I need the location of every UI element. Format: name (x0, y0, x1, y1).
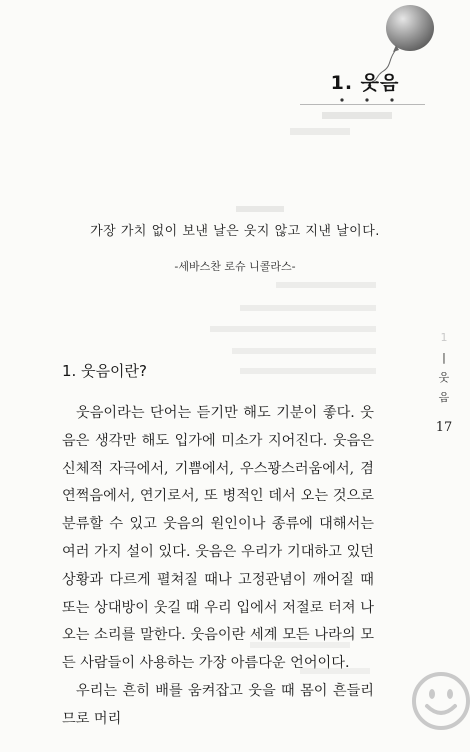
side-chapter-tab (436, 328, 452, 408)
epigraph-quote: 가장 가치 없이 보낸 날은 웃지 않고 지낸 날이다. (90, 224, 380, 239)
bleed-through (232, 348, 376, 354)
body-text (62, 400, 374, 734)
chapter-title: 1. 웃음 (330, 72, 400, 94)
bleed-through (240, 305, 376, 311)
section-heading: 1. 웃음이란? (62, 362, 148, 380)
epigraph-author: -세바스찬 로슈 니콜라스- (174, 260, 296, 273)
side-tab-char: 1 (440, 331, 448, 344)
paragraph: 우리는 흔히 배를 움켜잡고 웃을 때 몸이 흔들리므로 머리 (62, 682, 374, 727)
chapter-divider (300, 104, 425, 105)
bleed-through (240, 368, 376, 374)
side-tab-char: 웃 (438, 371, 450, 384)
bleed-through (276, 282, 376, 288)
bleed-through (290, 128, 350, 135)
paragraph: 웃음이라는 단어는 듣기만 해도 기분이 좋다. 웃음은 생각만 해도 입가에 미소가 지어진다. 웃음은 신체적 자극에서, 기쁨에서, 우스꽝스러움에서, 겸연쩍음에서, 연기로서, 또 병적인 데서 오는 것으로 분류할 수 있고 웃음의 원인이나 종류에 대해서는 여러 가지 설이 있다. 웃음은 우리가 기대하고 있던 상황과 다르게 펼쳐질 때나 고정관념이 깨어질 때 또는 상대방이 웃길 때 우리 입에서 저절로 터져 나오는 소리를 말한다. 웃음이란 세계 모든 나라의 모든 사람들이 사용하는 가장 아름다운 언어이다. (62, 405, 374, 672)
smiley-icon (408, 668, 470, 734)
bleed-through (322, 112, 392, 119)
side-tab-char: 음 (438, 391, 450, 404)
bleed-through (236, 206, 284, 212)
side-tab-divider: | (442, 351, 446, 364)
bleed-through (210, 326, 376, 332)
page-number: 17 (435, 420, 453, 435)
